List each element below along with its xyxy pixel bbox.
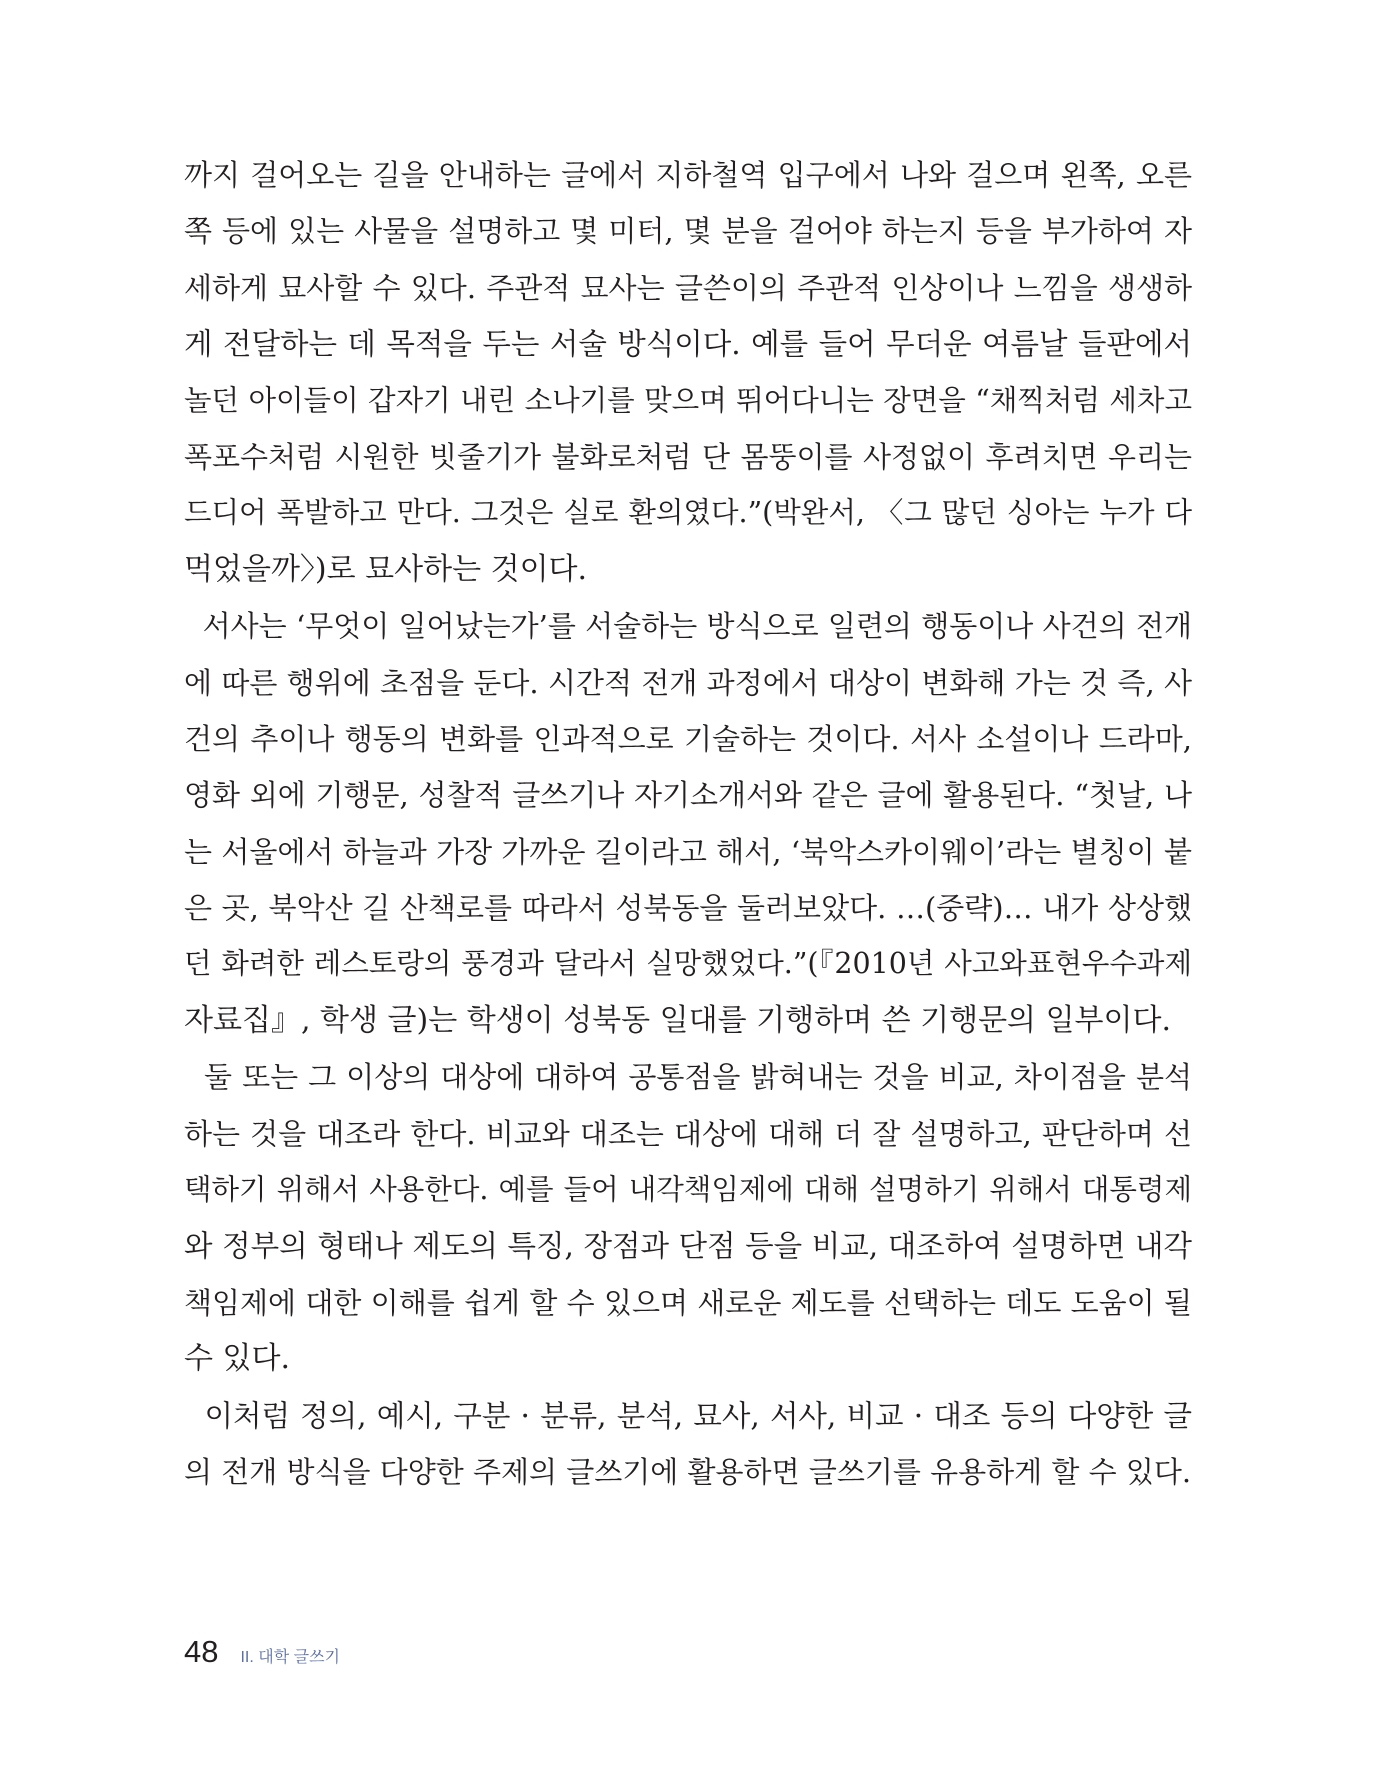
page-footer: [184, 1634, 340, 1670]
text-line: 서사는 ‘무엇이 일어났는가’를 서술하는 방식으로 일련의 행동이나 사건의 전개: [184, 609, 1192, 644]
text-line: 하는 것을 대조라 한다. 비교와 대조는 대상에 대해 더 잘 설명하고, 판단하며 선: [184, 1116, 1192, 1151]
text-line: 책임제에 대한 이해를 쉽게 할 수 있으며 새로운 제도를 선택하는 데도 도움이 될: [184, 1285, 1192, 1320]
text-line: 먹었을까〉)로 묘사하는 것이다.: [184, 551, 588, 587]
body-text: [184, 147, 1192, 1500]
text-line: 이처럼 정의, 예시, 구분 · 분류, 분석, 묘사, 서사, 비교 · 대조 등의 다양한 글: [184, 1398, 1192, 1433]
text-line: 드디어 폭발하고 만다. 그것은 실로 환의였다.”(박완서, 〈그 많던 싱아는 누가 다: [184, 496, 1192, 530]
text-line: 둘 또는 그 이상의 대상에 대하여 공통점을 밝혀내는 것을 비교, 차이점을 분석: [184, 1060, 1192, 1095]
text-line: 게 전달하는 데 목적을 두는 서술 방식이다. 예를 들어 무더운 여름날 들판에서: [184, 327, 1192, 362]
text-line: 와 정부의 형태나 제도의 특징, 장점과 단점 등을 비교, 대조하여 설명하면 내각: [184, 1229, 1192, 1264]
text-line: 놀던 아이들이 갑자기 내린 소나기를 맞으며 뛰어다니는 장면을 “채찍처럼 세차고: [184, 383, 1192, 417]
text-line: 는 서울에서 하늘과 가장 가까운 길이라고 해서, ‘북악스카이웨이’라는 별칭이 붙: [184, 834, 1192, 869]
text-line: 건의 추이나 행동의 변화를 인과적으로 기술하는 것이다. 서사 소설이나 드라마,: [184, 721, 1192, 756]
text-line: 까지 걸어오는 길을 안내하는 글에서 지하철역 입구에서 나와 걸으며 왼쪽, 오른: [184, 158, 1192, 192]
text-line: 세하게 묘사할 수 있다. 주관적 묘사는 글쓴이의 주관적 인상이나 느낌을 생생하: [184, 270, 1192, 305]
text-line: 은 곳, 북악산 길 산책로를 따라서 성북동을 둘러보았다. …(중략)… 내가 상상했: [184, 891, 1192, 926]
text-line: 영화 외에 기행문, 성찰적 글쓰기나 자기소개서와 같은 글에 활용된다. “첫날, 나: [184, 778, 1192, 813]
text-line: 수 있다.: [184, 1341, 291, 1377]
text-line: 자료집』, 학생 글)는 학생이 성북동 일대를 기행하며 쓴 기행문의 일부이다.: [184, 1002, 1172, 1038]
page-number: 48: [184, 1634, 219, 1669]
text-line: 쪽 등에 있는 사물을 설명하고 몇 미터, 몇 분을 걸어야 하는지 등을 부가하여 자: [184, 214, 1192, 249]
text-line: 의 전개 방식을 다양한 주제의 글쓰기에 활용하면 글쓰기를 유용하게 할 수 있다.: [184, 1454, 1192, 1489]
text-line: 던 화려한 레스토랑의 풍경과 달라서 실망했었다.”(『2010년 사고와표현우수과제: [184, 947, 1192, 981]
text-line: 택하기 위해서 사용한다. 예를 들어 내각책임제에 대해 설명하기 위해서 대통령제: [184, 1173, 1192, 1207]
text-line: 폭포수처럼 시원한 빗줄기가 불화로처럼 단 몸뚱이를 사정없이 후려치면 우리는: [184, 439, 1192, 474]
text-line: 에 따른 행위에 초점을 둔다. 시간적 전개 과정에서 대상이 변화해 가는 것 즉, 사: [184, 665, 1192, 700]
running-head: II. 대학 글쓰기: [240, 1649, 340, 1666]
